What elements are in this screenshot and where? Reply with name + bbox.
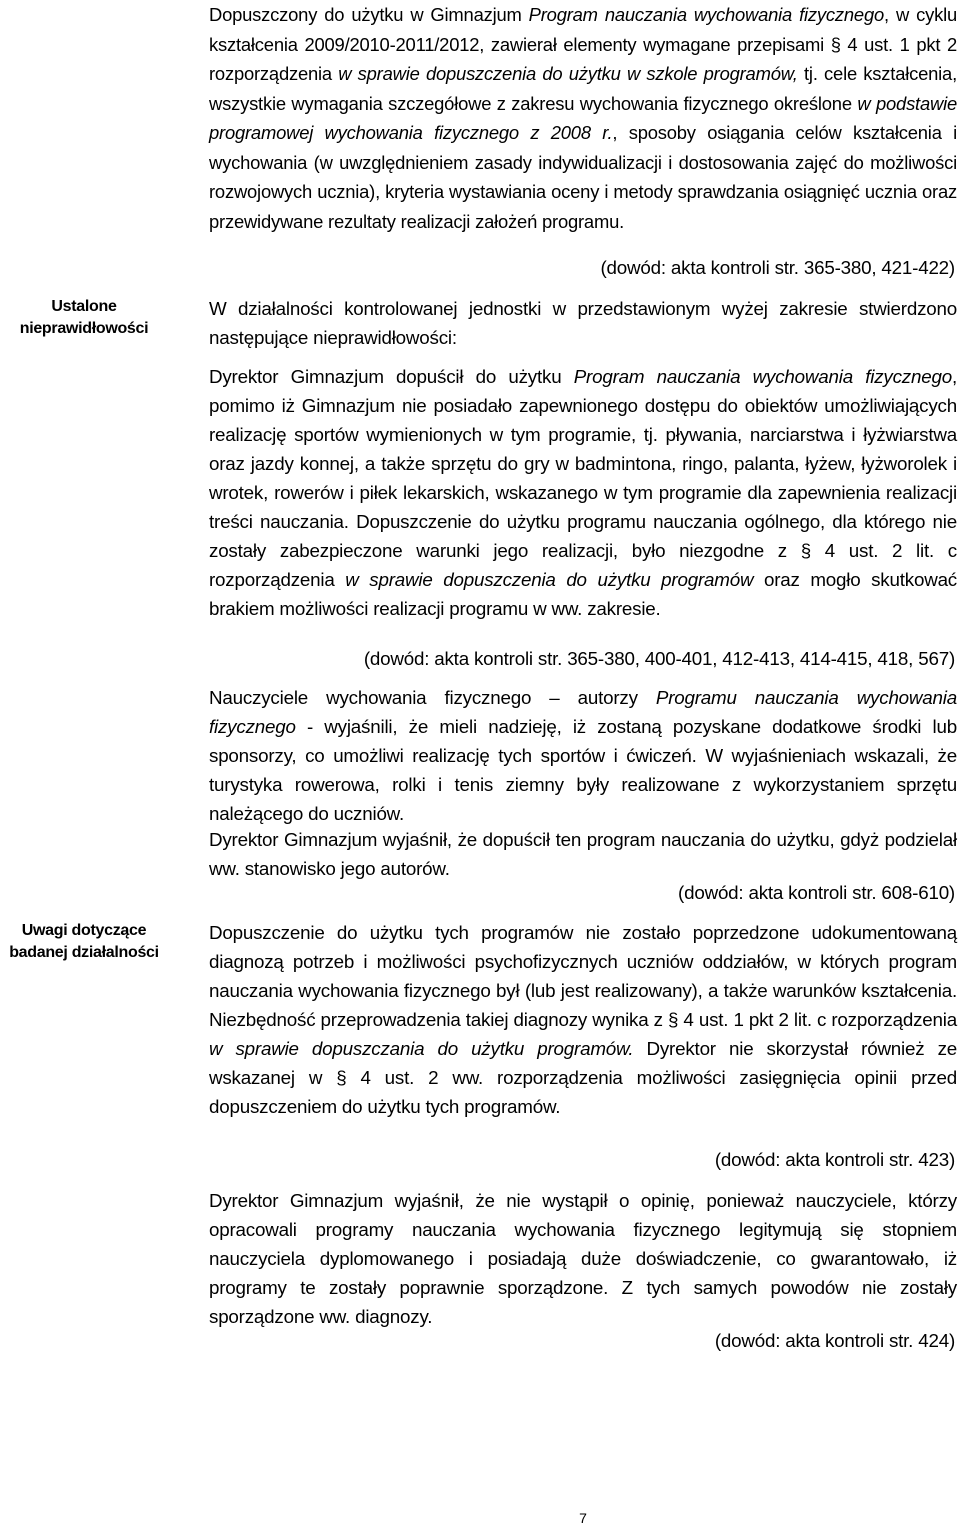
evidence-reference: (dowód: akta kontroli str. 365-380, 421-422) — [600, 257, 955, 278]
paragraph-finding-facilities: Dyrektor Gimnazjum dopuścił do użytku Program nauczania wychowania fizycznego, pomimo iż Gimnazjum nie posiadało zapewnionego dostępu do obiektów umożliwiających realizację sportów wymienionych w tym programie, tj. pływania, narciarstwa i łyżwiarstwa oraz jazdy konnej, a także sprzętu do gry w badmintona, ringo, palanta, łyżew, łyżworolek i wrotek, rowerów i piłek lekarskich, wskazanego w tym programie dla zapewnienia realizacji treści nauczania. Dopuszczenie do użytku programu nauczania ogólnego, dla którego nie zostały zabezpieczone warunki jego realizacji, było niezgodne z § 4 ust. 2 lit. c rozporządzenia w sprawie dopuszczenia do użytku programów oraz mogło skutkować brakiem możliwości realizacji programu w ww. zakresie. — [209, 366, 957, 619]
evidence-reference: (dowód: akta kontroli str. 608-610) — [678, 882, 955, 903]
sidebar-remarks-heading: Uwagi dotyczące badanej działalności — [9, 922, 159, 961]
evidence-reference: (dowód: akta kontroli str. 423) — [714, 1149, 955, 1170]
paragraph-teachers-explanation: Nauczyciele wychowania fizycznego – autorzy Programu nauczania wychowania fizycznego - wyjaśnili, że mieli nadzieję, iż zostaną pozyskane dodatkowe środki lub sponsorzy, co umożliwi realizację tych sportów i ćwiczeń. W wyjaśnieniach wskazali, że turystyka rowerowa, rolki i tenis ziemny były realizowane z wykorzystaniem sprzętu należącego do uczniów. — [209, 687, 958, 824]
paragraph-director-opinion: Dyrektor Gimnazjum wyjaśnił, że nie wystąpił o opinię, ponieważ nauczyciele, którzy opracowali programy nauczania wychowania fizycznego legitymują się stopniem nauczyciela dyplomowanego i posiadają duże doświadczenie, co gwarantowało, iż programy te zostały poprawnie sporządzone. Z tych samych powodów nie zostały sporządzone ww. diagnozy. — [209, 1190, 957, 1327]
page-number: 7 — [579, 1510, 587, 1526]
paragraph-remark-diagnosis: Dopuszczenie do użytku tych programów nie zostało poprzedzone udokumentowaną diagnozą potrzeb i możliwości psychofizycznych uczniów oddziałów, w których program nauczania wychowania fizycznego był (lub jest realizowany), a także warunków kształcenia. Niezbędność przeprowadzenia takiej diagnozy wynika z § 4 ust. 1 pkt 2 lit. c rozporządzenia w sprawie dopuszczania do użytku programów. Dyrektor nie skorzystał również ze wskazanej w § 4 ust. 2 ww. rozporządzenia możliwości zasięgnięcia opinii przed dopuszczeniem do użytku tych programów. — [209, 922, 958, 1117]
evidence-reference: (dowód: akta kontroli str. 424) — [714, 1330, 955, 1351]
paragraph-director-explanation: Dyrektor Gimnazjum wyjaśnił, że dopuścił ten program nauczania do użytku, gdyż podzielał ww. stanowisko jego autorów. — [209, 829, 957, 879]
paragraph-findings-intro: W działalności kontrolowanej jednostki w przedstawionym wyżej zakresie stwierdzono następujące nieprawidłowości: — [209, 298, 957, 348]
paragraph-program-approval: Dopuszczony do użytku w Gimnazjum Program nauczania wychowania fizycznego, w cyklu kształcenia 2009/2010-2011/2012, zawierał elementy wymagane przepisami § 4 ust. 1 pkt 2 rozporządzenia w sprawie dopuszczenia do użytku w szkole programów, tj. cele kształcenia, wszystkie wymagania szczegółowe z zakresu wychowania fizycznego określone w podstawie programowej wychowania fizycznego z 2008 r., sposoby osiągania celów kształcenia i wychowania (w uwzględnieniem zasady indywidualizacji i dostosowania zajęć do możliwości rozwojowych ucznia), kryteria wystawiania oceny i metody sprawdzania osiągnięć ucznia oraz przewidywane rezultaty realizacji założeń programu. — [209, 4, 957, 232]
sidebar-findings-heading: Ustalone nieprawidłowości — [19, 298, 149, 337]
evidence-reference: (dowód: akta kontroli str. 365-380, 400-401, 412-413, 414-415, 418, 567) — [363, 648, 955, 669]
